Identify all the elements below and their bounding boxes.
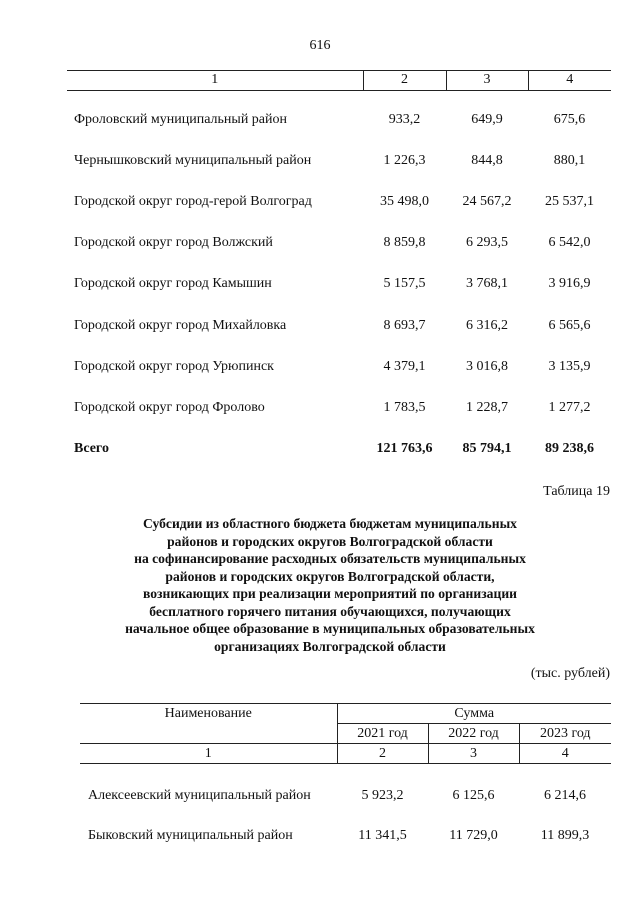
- table-title: [80, 515, 580, 655]
- value-2022: 24 567,2: [462, 193, 512, 209]
- value-2023: 880,1: [553, 152, 586, 168]
- value-2023: 3 916,9: [548, 276, 591, 292]
- row-name: Алексеевский муниципальный район: [88, 788, 311, 803]
- column-index-1: 1: [67, 71, 363, 91]
- title-line: возникающих при реализации мероприятий по организации: [143, 586, 517, 601]
- title-line: бесплатного горячего питания обучающихся, получающих: [149, 603, 511, 619]
- value-2021: 35 498,0: [380, 193, 429, 209]
- value-2022: 6 293,5: [466, 235, 508, 251]
- title-line: районов и городских округов Волгоградской области: [167, 533, 493, 549]
- row-name: Быковский муниципальный район: [88, 828, 293, 843]
- value-2022: 6 316,2: [466, 317, 508, 333]
- districts-table: [67, 70, 611, 470]
- subsidies-table: [80, 703, 611, 856]
- value-2023: 6 565,6: [548, 317, 591, 333]
- value-2023: 3 135,9: [548, 358, 591, 374]
- value-2021: 8 693,7: [383, 317, 426, 333]
- column-index-2: 2: [337, 744, 428, 764]
- column-header-2023: 2023 год: [519, 724, 611, 744]
- title-line: организациях Волгоградской области: [214, 638, 446, 654]
- title-line: на софинансирование расходных обязательств муниципальных: [134, 551, 526, 566]
- row-name: Городской округ город Камышин: [74, 276, 272, 292]
- value-2022: 6 125,6: [452, 788, 495, 803]
- value-2023: 1 277,2: [548, 399, 591, 415]
- header-row: [80, 704, 611, 724]
- row-name: Городской округ город Волжский: [74, 235, 273, 251]
- row-name: Городской округ город Фролово: [74, 399, 265, 415]
- value-2023: 6 542,0: [548, 235, 591, 251]
- value-2021: 1 226,3: [383, 152, 426, 168]
- column-header-2022: 2022 год: [428, 724, 519, 744]
- table-row: [67, 223, 611, 264]
- column-header-sum: Сумма: [337, 704, 611, 724]
- title-line: районов и городских округов Волгоградской области,: [165, 568, 495, 584]
- table-row: [67, 140, 611, 181]
- page-number: 616: [309, 38, 331, 53]
- value-2022: 3 768,1: [466, 276, 508, 292]
- value-2022: 1 228,7: [466, 399, 508, 415]
- value-2022: 3 016,8: [466, 358, 508, 374]
- column-index-3: 3: [446, 71, 528, 91]
- column-header-name: Наименование: [80, 704, 337, 744]
- table-row: [67, 387, 611, 428]
- column-index-row: [67, 71, 611, 91]
- value-2021: 5 157,5: [383, 276, 426, 292]
- row-name: Городской округ город Урюпинск: [74, 358, 274, 374]
- table-number-label: Таблица 19: [543, 484, 610, 499]
- table-row: [67, 305, 611, 346]
- title-line: Субсидии из областного бюджета бюджетам муниципальных: [143, 516, 517, 531]
- total-2021: 121 763,6: [376, 441, 433, 457]
- column-index-2: 2: [363, 71, 446, 91]
- column-index-4: 4: [528, 71, 611, 91]
- value-2021: 1 783,5: [383, 399, 426, 415]
- table-row: [67, 346, 611, 387]
- value-2023: 6 214,6: [544, 788, 586, 803]
- column-index-1: 1: [80, 744, 337, 764]
- value-2022: 11 729,0: [449, 828, 498, 843]
- column-index-3: 3: [428, 744, 519, 764]
- column-header-2021: 2021 год: [337, 724, 428, 744]
- value-2021: 933,2: [388, 111, 421, 127]
- value-2021: 4 379,1: [383, 358, 426, 374]
- units-label: (тыс. рублей): [530, 666, 610, 681]
- value-2023: 11 899,3: [540, 828, 590, 843]
- table-row: [67, 99, 611, 140]
- table-row: [80, 816, 611, 856]
- table-row: [80, 776, 611, 816]
- row-name: Городской округ город Михайловка: [74, 317, 287, 333]
- total-2022: 85 794,1: [462, 441, 512, 457]
- value-2021: 8 859,8: [383, 235, 426, 251]
- total-label: Всего: [74, 441, 109, 457]
- title-line: начальное общее образование в муниципальных образовательных: [125, 621, 535, 636]
- value-2023: 25 537,1: [545, 193, 594, 209]
- row-name: Фроловский муниципальный район: [74, 111, 288, 127]
- row-name: Городской округ город-герой Волгоград: [74, 193, 312, 209]
- value-2023: 675,6: [553, 111, 586, 127]
- column-index-4: 4: [519, 744, 611, 764]
- table-row: [67, 264, 611, 305]
- row-name: Чернышковский муниципальный район: [74, 152, 312, 168]
- total-2023: 89 238,6: [545, 441, 594, 457]
- value-2021: 5 923,2: [361, 788, 404, 803]
- value-2022: 844,8: [471, 152, 503, 168]
- value-2022: 649,9: [471, 111, 503, 127]
- table-row: [67, 181, 611, 222]
- value-2021: 11 341,5: [358, 828, 407, 843]
- column-index-row: [80, 744, 611, 764]
- total-row: [67, 429, 611, 470]
